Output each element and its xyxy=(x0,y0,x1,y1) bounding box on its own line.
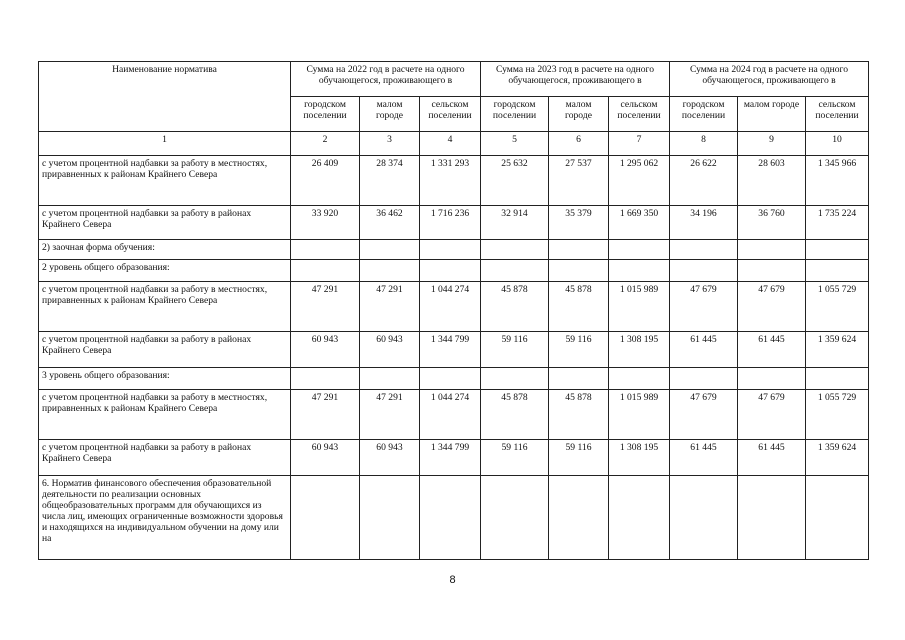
value-cell: 34 196 xyxy=(670,206,738,240)
value-cell: 28 603 xyxy=(738,156,806,206)
value-cell xyxy=(360,476,420,560)
value-cell: 32 914 xyxy=(481,206,549,240)
value-cell: 60 943 xyxy=(291,440,360,476)
table-row xyxy=(39,156,869,206)
value-cell: 61 445 xyxy=(738,440,806,476)
table-row xyxy=(39,440,869,476)
value-cell: 1 735 224 xyxy=(806,206,869,240)
value-cell: 61 445 xyxy=(670,440,738,476)
value-cell xyxy=(549,476,609,560)
value-cell: 36 462 xyxy=(360,206,420,240)
value-cell xyxy=(806,240,869,260)
table-row xyxy=(39,332,869,368)
table-row xyxy=(39,260,869,282)
value-cell xyxy=(420,260,481,282)
index-cell: 3 xyxy=(360,132,420,156)
value-cell xyxy=(360,368,420,390)
value-cell: 60 943 xyxy=(291,332,360,368)
value-cell xyxy=(420,476,481,560)
value-cell xyxy=(481,240,549,260)
table-row xyxy=(39,206,869,240)
value-cell xyxy=(738,240,806,260)
value-cell xyxy=(549,240,609,260)
row-name-cell: с учетом процентной надбавки за работу в местностях, приравненных к районам Крайнего Севера xyxy=(39,282,291,332)
header-sub-small-town: малом городе xyxy=(738,97,806,132)
value-cell: 60 943 xyxy=(360,332,420,368)
value-cell xyxy=(738,476,806,560)
row-name-cell: с учетом процентной надбавки за работу в местностях, приравненных к районам Крайнего Севера xyxy=(39,156,291,206)
row-name-cell: с учетом процентной надбавки за работу в местностях, приравненных к районам Крайнего Севера xyxy=(39,390,291,440)
value-cell: 1 716 236 xyxy=(420,206,481,240)
index-cell: 8 xyxy=(670,132,738,156)
value-cell: 45 878 xyxy=(549,282,609,332)
value-cell xyxy=(291,368,360,390)
value-cell: 47 291 xyxy=(360,282,420,332)
index-cell: 5 xyxy=(481,132,549,156)
value-cell xyxy=(549,368,609,390)
value-cell: 25 632 xyxy=(481,156,549,206)
index-cell: 6 xyxy=(549,132,609,156)
value-cell: 26 409 xyxy=(291,156,360,206)
table-row xyxy=(39,390,869,440)
value-cell: 1 308 195 xyxy=(609,440,670,476)
value-cell: 47 291 xyxy=(291,282,360,332)
value-cell xyxy=(609,476,670,560)
value-cell: 1 669 350 xyxy=(609,206,670,240)
value-cell: 1 044 274 xyxy=(420,390,481,440)
page-number: 8 xyxy=(449,574,456,586)
index-cell: 4 xyxy=(420,132,481,156)
value-cell xyxy=(420,368,481,390)
header-name-cell: Наименование норматива xyxy=(39,62,291,132)
header-sub-urban: городском поселении xyxy=(481,97,549,132)
value-cell xyxy=(291,240,360,260)
row-name-cell: 2) заочная форма обучения: xyxy=(39,240,291,260)
value-cell: 1 359 624 xyxy=(806,332,869,368)
value-cell xyxy=(670,260,738,282)
value-cell xyxy=(806,260,869,282)
header-row-index xyxy=(39,132,869,156)
value-cell xyxy=(670,240,738,260)
value-cell xyxy=(609,240,670,260)
normative-table xyxy=(38,61,869,560)
value-cell: 1 344 799 xyxy=(420,440,481,476)
value-cell: 1 015 989 xyxy=(609,282,670,332)
value-cell: 35 379 xyxy=(549,206,609,240)
table-body xyxy=(39,156,869,560)
value-cell: 61 445 xyxy=(670,332,738,368)
value-cell: 1 055 729 xyxy=(806,282,869,332)
value-cell: 47 679 xyxy=(670,390,738,440)
value-cell: 1 044 274 xyxy=(420,282,481,332)
row-name-cell: с учетом процентной надбавки за работу в районах Крайнего Севера xyxy=(39,440,291,476)
value-cell xyxy=(609,260,670,282)
value-cell: 59 116 xyxy=(549,440,609,476)
value-cell xyxy=(291,476,360,560)
value-cell: 47 291 xyxy=(291,390,360,440)
value-cell xyxy=(609,368,670,390)
value-cell: 59 116 xyxy=(481,332,549,368)
value-cell xyxy=(806,368,869,390)
value-cell xyxy=(481,260,549,282)
value-cell: 26 622 xyxy=(670,156,738,206)
header-sub-rural: сельском поселении xyxy=(806,97,869,132)
header-group-2023: Сумма на 2023 год в расчете на одного обучающегося, проживающего в xyxy=(481,62,670,97)
index-cell: 9 xyxy=(738,132,806,156)
value-cell: 60 943 xyxy=(360,440,420,476)
row-name-cell: с учетом процентной надбавки за работу в районах Крайнего Севера xyxy=(39,332,291,368)
header-sub-urban: городском поселении xyxy=(670,97,738,132)
header-sub-small-town: малом городе xyxy=(549,97,609,132)
value-cell xyxy=(291,260,360,282)
value-cell xyxy=(670,476,738,560)
value-cell: 47 679 xyxy=(738,390,806,440)
value-cell: 47 679 xyxy=(670,282,738,332)
header-sub-urban: городском поселении xyxy=(291,97,360,132)
value-cell xyxy=(549,260,609,282)
index-cell: 2 xyxy=(291,132,360,156)
value-cell xyxy=(738,260,806,282)
header-row-groups xyxy=(39,62,869,97)
table-row xyxy=(39,476,869,560)
value-cell: 33 920 xyxy=(291,206,360,240)
index-cell: 7 xyxy=(609,132,670,156)
value-cell: 28 374 xyxy=(360,156,420,206)
value-cell: 1 331 293 xyxy=(420,156,481,206)
value-cell xyxy=(738,368,806,390)
value-cell: 45 878 xyxy=(481,282,549,332)
index-cell: 1 xyxy=(39,132,291,156)
value-cell: 1 308 195 xyxy=(609,332,670,368)
value-cell: 45 878 xyxy=(549,390,609,440)
header-sub-rural: сельском поселении xyxy=(609,97,670,132)
value-cell xyxy=(360,240,420,260)
value-cell xyxy=(806,476,869,560)
value-cell: 47 291 xyxy=(360,390,420,440)
value-cell: 45 878 xyxy=(481,390,549,440)
value-cell: 27 537 xyxy=(549,156,609,206)
value-cell: 1 359 624 xyxy=(806,440,869,476)
row-name-cell: с учетом процентной надбавки за работу в районах Крайнего Севера xyxy=(39,206,291,240)
value-cell: 59 116 xyxy=(549,332,609,368)
header-sub-rural: сельском поселении xyxy=(420,97,481,132)
value-cell xyxy=(420,240,481,260)
table-row xyxy=(39,282,869,332)
value-cell: 36 760 xyxy=(738,206,806,240)
value-cell: 1 055 729 xyxy=(806,390,869,440)
value-cell: 59 116 xyxy=(481,440,549,476)
row-name-cell: 3 уровень общего образования: xyxy=(39,368,291,390)
value-cell: 1 295 062 xyxy=(609,156,670,206)
table-row xyxy=(39,368,869,390)
value-cell: 1 345 966 xyxy=(806,156,869,206)
index-cell: 10 xyxy=(806,132,869,156)
value-cell xyxy=(481,368,549,390)
value-cell: 47 679 xyxy=(738,282,806,332)
value-cell xyxy=(481,476,549,560)
row-name-cell: 2 уровень общего образования: xyxy=(39,260,291,282)
table-row xyxy=(39,240,869,260)
header-group-2022: Сумма на 2022 год в расчете на одного обучающегося, проживающего в xyxy=(291,62,481,97)
value-cell: 1 015 989 xyxy=(609,390,670,440)
row-name-cell: 6. Норматив финансового обеспечения образовательной деятельности по реализации основных общеобразовательных программ для обучающихся из числа лиц, имеющих ограниченные возможности здоровья и находящихся на индивидуальном обучении на дому или на xyxy=(39,476,291,560)
header-sub-small-town: малом городе xyxy=(360,97,420,132)
value-cell xyxy=(360,260,420,282)
header-group-2024: Сумма на 2024 год в расчете на одного обучающегося, проживающего в xyxy=(670,62,869,97)
value-cell xyxy=(670,368,738,390)
value-cell: 61 445 xyxy=(738,332,806,368)
value-cell: 1 344 799 xyxy=(420,332,481,368)
